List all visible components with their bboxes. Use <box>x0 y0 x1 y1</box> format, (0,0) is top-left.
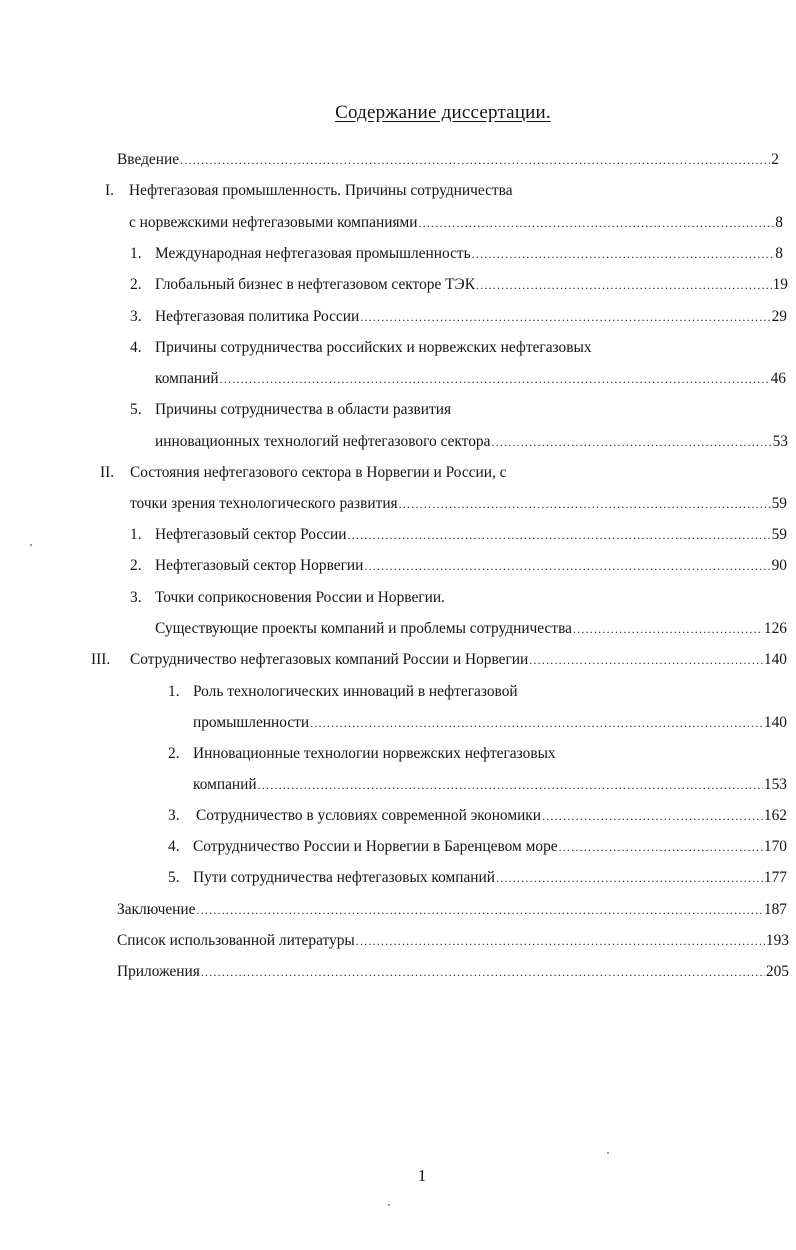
toc-entry <box>129 212 783 234</box>
dot-leader <box>542 805 763 827</box>
toc-entry-page: 140 <box>763 651 787 668</box>
dot-leader <box>360 306 770 328</box>
toc-entry-page: 59 <box>771 526 787 543</box>
dot-leader <box>180 149 770 171</box>
toc-entry-page: 29 <box>771 308 787 325</box>
toc-entry <box>193 867 787 889</box>
dot-leader <box>364 555 770 577</box>
dot-leader <box>399 493 771 515</box>
toc-entry-title: Причины сотрудничества российских и норвежских нефтегазовых <box>155 339 592 356</box>
toc-entry <box>117 149 779 171</box>
dot-leader <box>472 243 775 265</box>
toc-entry-page: 153 <box>763 776 787 793</box>
toc-entry <box>155 618 787 640</box>
dot-leader <box>356 930 765 952</box>
toc-entry-title: Инновационные технологии норвежских нефтегазовых <box>193 745 556 762</box>
toc-entry <box>117 961 789 983</box>
dot-leader <box>559 836 763 858</box>
toc-entry-title: Существующие проекты компаний и проблемы сотрудничества <box>155 620 572 637</box>
toc-entry-page: 2 <box>771 151 779 168</box>
toc-entry <box>193 743 556 765</box>
toc-entry <box>130 493 787 515</box>
toc-entry-page: 59 <box>771 495 787 512</box>
toc-entry <box>117 930 789 952</box>
dot-leader <box>573 618 763 640</box>
toc-entry-title: Сотрудничество нефтегазовых компаний России и Норвегии <box>130 651 529 668</box>
toc-entry-number: 1. <box>168 683 180 700</box>
toc-entry <box>193 774 787 796</box>
scan-speck <box>30 544 32 546</box>
dot-leader <box>491 431 771 453</box>
toc-entry-title: промышленности <box>193 714 310 731</box>
toc-entry-title: с норвежскими нефтегазовыми компаниями <box>129 214 418 231</box>
toc-entry-title: Глобальный бизнес в нефтегазовом секторе ТЭК <box>155 276 475 293</box>
toc-entry <box>155 306 787 328</box>
toc-entry <box>129 180 513 202</box>
toc-entry-page: 193 <box>765 932 789 949</box>
toc-entry-number: 3. <box>130 589 142 606</box>
toc-entry-number: 2. <box>168 745 180 762</box>
toc-entry-page: 177 <box>763 869 787 886</box>
dot-leader <box>529 649 763 671</box>
page-number: 1 <box>417 1166 427 1185</box>
toc-entry-title: точки зрения технологического развития <box>130 495 398 512</box>
toc-entry-page: 140 <box>763 714 787 731</box>
toc-entry-title: Сотрудничество в условиях современной экономики <box>196 807 542 824</box>
toc-entry-title: Состояния нефтегазового сектора в Норвегии и России, с <box>130 464 507 481</box>
toc-entry-title: Нефтегазовая политика России <box>155 308 360 325</box>
dot-leader <box>258 774 763 796</box>
toc-entry <box>155 524 787 546</box>
dot-leader <box>197 899 763 921</box>
toc-entry-title: компаний <box>155 370 219 387</box>
toc-entry-number: 4. <box>168 838 180 855</box>
toc-entry-title: компаний <box>193 776 257 793</box>
toc-entry <box>155 243 783 265</box>
toc-entry <box>155 399 451 421</box>
toc-entry-page: 170 <box>763 838 787 855</box>
toc-entry <box>117 899 787 921</box>
dot-leader <box>347 524 770 546</box>
toc-entry-title: Нефтегазовый сектор Норвегии <box>155 557 364 574</box>
toc-entry-page: 162 <box>763 807 787 824</box>
toc-entry <box>193 836 787 858</box>
toc-entry <box>155 368 786 390</box>
toc-entry-title: Заключение <box>117 901 196 918</box>
toc-entry-title: Роль технологических инноваций в нефтегазовой <box>193 683 518 700</box>
toc-entry-number: 4. <box>130 339 142 356</box>
toc-entry-title: Введение <box>117 151 180 168</box>
toc-entry-page: 46 <box>770 370 786 387</box>
toc-entry-page: 53 <box>772 433 788 450</box>
toc-entry-number: 5. <box>168 869 180 886</box>
toc-entry-page: 8 <box>775 245 783 262</box>
toc-entry-page: 19 <box>772 276 788 293</box>
toc-entry-number: III. <box>91 651 111 668</box>
dot-leader <box>419 212 775 234</box>
toc-entry-title: Международная нефтегазовая промышленность <box>155 245 471 262</box>
toc-entry-number: I. <box>105 182 114 199</box>
toc-entry <box>155 337 592 359</box>
dot-leader <box>220 368 770 390</box>
toc-entry <box>130 462 507 484</box>
toc-entry <box>155 274 788 296</box>
toc-entry-number: 2. <box>130 557 142 574</box>
toc-entry <box>155 555 787 577</box>
toc-entry <box>130 649 787 671</box>
dot-leader <box>476 274 772 296</box>
dot-leader <box>310 712 763 734</box>
toc-entry-title: Точки соприкосновения России и Норвегии. <box>155 589 445 606</box>
scan-speck <box>388 1204 390 1206</box>
toc-entry-number: II. <box>100 464 115 481</box>
toc-entry-page: 126 <box>763 620 787 637</box>
toc-entry-page: 205 <box>765 963 789 980</box>
toc-entry-number: 3. <box>130 308 142 325</box>
toc-entry-title: Пути сотрудничества нефтегазовых компаний <box>193 869 496 886</box>
toc-entry-title: Причины сотрудничества в области развития <box>155 401 452 418</box>
toc-entry-page: 8 <box>775 214 783 231</box>
dot-leader <box>201 961 765 983</box>
toc-entry-number: 2. <box>130 276 142 293</box>
toc-entry-title: инновационных технологий нефтегазового сектора <box>155 433 491 450</box>
toc-entry <box>196 805 787 827</box>
page-title: Содержание диссертации. <box>335 102 551 123</box>
toc-entry-title: Список использованной литературы <box>117 932 355 949</box>
dot-leader <box>496 867 763 889</box>
toc-entry-title: Нефтегазовая промышленность. Причины сотрудничества <box>129 182 513 199</box>
toc-entry-title: Приложения <box>117 963 200 980</box>
toc-entry <box>193 681 518 703</box>
toc-entry-page: 187 <box>763 901 787 918</box>
toc-entry-title: Сотрудничество России и Норвегии в Баренцевом море <box>193 838 558 855</box>
toc-entry <box>193 712 787 734</box>
toc-entry-number: 3. <box>168 807 180 824</box>
scan-speck <box>607 1152 609 1154</box>
toc-entry-number: 1. <box>130 245 142 262</box>
toc-entry <box>155 587 445 609</box>
toc-entry-number: 5. <box>130 401 142 418</box>
toc-entry-page: 90 <box>771 557 787 574</box>
toc-entry <box>155 431 788 453</box>
toc-entry-title: Нефтегазовый сектор России <box>155 526 347 543</box>
toc-entry-number: 1. <box>130 526 142 543</box>
